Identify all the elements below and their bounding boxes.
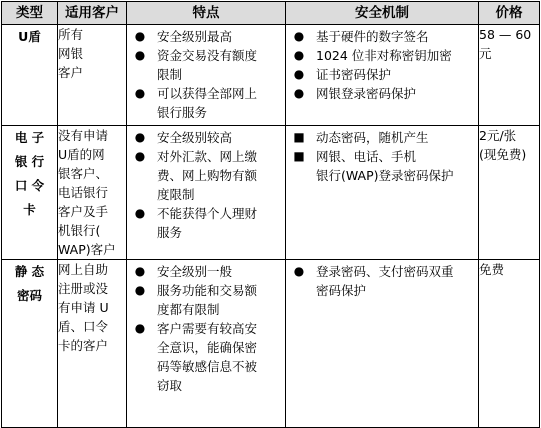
square-bullet-icon: ■ bbox=[293, 130, 305, 144]
item-text-line: 不能获得个人理财 bbox=[157, 206, 258, 221]
bullet-list bbox=[286, 25, 478, 103]
list-item bbox=[131, 262, 282, 281]
bullet-icon: ● bbox=[134, 264, 146, 278]
customer-cell bbox=[58, 25, 127, 126]
item-text-line: 度都有限制 bbox=[157, 302, 220, 317]
cell-line: 元 bbox=[479, 46, 492, 61]
bullet-icon: ● bbox=[134, 29, 146, 43]
list-item bbox=[131, 147, 282, 204]
bullet-list bbox=[127, 25, 285, 122]
item-text-line: 对外汇款、网上缴 bbox=[157, 149, 258, 164]
list-item bbox=[290, 84, 475, 103]
item-text-line: 证书密码保护 bbox=[316, 67, 392, 82]
type-cell bbox=[2, 25, 58, 126]
list-item bbox=[131, 319, 282, 395]
item-text-line: 银行服务 bbox=[157, 105, 208, 120]
item-text-line: 1024 位非对称密钥加密 bbox=[316, 48, 452, 63]
bullet-list bbox=[127, 126, 285, 242]
item-text-line: 服务 bbox=[157, 225, 183, 240]
item-text-line: 费、网上购物有额 bbox=[157, 168, 258, 183]
header-customer: 适用客户 bbox=[58, 2, 127, 25]
cell-line: 电话银行 bbox=[58, 185, 109, 200]
security-cell bbox=[286, 260, 479, 428]
item-text-line: 窃取 bbox=[157, 378, 183, 393]
table-body bbox=[2, 25, 540, 428]
cell-line: 银客户、 bbox=[58, 166, 109, 181]
cell-line: 免费 bbox=[479, 262, 505, 277]
list-item bbox=[131, 27, 282, 46]
item-text-line: 限制 bbox=[157, 67, 183, 82]
customer-cell bbox=[58, 126, 127, 260]
features-cell bbox=[127, 260, 286, 428]
table-row bbox=[2, 260, 540, 428]
list-item bbox=[131, 204, 282, 242]
item-text-line: 登录密码、支付密码双重 bbox=[316, 264, 454, 279]
item-text-line: 银行(WAP)登录密码保护 bbox=[316, 168, 454, 183]
item-text-line: 动态密码，随机产生 bbox=[316, 130, 429, 145]
bullet-icon: ● bbox=[293, 48, 305, 62]
cell-line: 电 子 bbox=[14, 130, 45, 145]
cell-line: WAP)客户 bbox=[58, 242, 116, 257]
header-type: 类型 bbox=[2, 2, 58, 25]
list-item bbox=[290, 46, 475, 65]
bullet-icon: ● bbox=[293, 29, 305, 43]
item-text-line: 资金交易没有额度 bbox=[157, 48, 258, 63]
cell-line: 没有申请 bbox=[58, 128, 109, 143]
table-row bbox=[2, 25, 540, 126]
cell-line: 银 行 bbox=[14, 154, 45, 169]
cell-line: 58 — 60 bbox=[479, 27, 532, 42]
item-text-line: 密码保护 bbox=[316, 283, 367, 298]
header-price: 价格 bbox=[479, 2, 540, 25]
cell-line: 机银行( bbox=[58, 223, 101, 238]
cell-line: 卡 bbox=[23, 202, 36, 217]
bullet-icon: ● bbox=[134, 206, 146, 220]
security-cell bbox=[286, 126, 479, 260]
list-item bbox=[290, 262, 475, 300]
item-text-line: 码等敏感信息不被 bbox=[157, 359, 258, 374]
type-cell bbox=[2, 126, 58, 260]
item-text-line: 全意识，能确保密 bbox=[157, 340, 258, 355]
item-text-line: 度限制 bbox=[157, 187, 195, 202]
features-cell bbox=[127, 126, 286, 260]
cell-line: 2元/张 bbox=[479, 128, 517, 143]
item-text-line: 可以获得全部网上 bbox=[157, 86, 258, 101]
item-text-line: 网银、电话、手机 bbox=[316, 149, 417, 164]
price-cell bbox=[479, 260, 540, 428]
cell-line: 网银 bbox=[58, 46, 84, 61]
type-cell bbox=[2, 260, 58, 428]
item-text-line: 网银登录密码保护 bbox=[316, 86, 417, 101]
bullet-icon: ● bbox=[293, 264, 305, 278]
cell-line: 所有 bbox=[58, 27, 84, 42]
header-security: 安全机制 bbox=[286, 2, 479, 25]
bullet-list bbox=[286, 260, 478, 300]
cell-line: 静 态 bbox=[14, 264, 45, 279]
item-text-line: 安全级别一般 bbox=[157, 264, 233, 279]
cell-line: U盾 bbox=[18, 29, 41, 44]
header-features: 特点 bbox=[127, 2, 286, 25]
cell-line: 客户及手 bbox=[58, 204, 109, 219]
list-item bbox=[131, 281, 282, 319]
cell-line: U盾的网 bbox=[58, 147, 105, 162]
cell-line: 有申请 U bbox=[58, 300, 109, 315]
list-item bbox=[131, 46, 282, 84]
item-text-line: 基于硬件的数字签名 bbox=[316, 29, 429, 44]
item-text-line: 服务功能和交易额 bbox=[157, 283, 258, 298]
item-text-line: 安全级别较高 bbox=[157, 130, 233, 145]
bullet-icon: ● bbox=[293, 67, 305, 81]
table-header bbox=[2, 2, 540, 25]
list-item bbox=[290, 147, 475, 185]
bullet-icon: ● bbox=[134, 130, 146, 144]
cell-line: 密码 bbox=[16, 288, 42, 303]
item-text-line: 安全级别最高 bbox=[157, 29, 233, 44]
bullet-icon: ● bbox=[134, 149, 146, 163]
cell-line: 口 令 bbox=[14, 178, 45, 193]
cell-line: 客户 bbox=[58, 65, 84, 80]
cell-line: 网上自助 bbox=[58, 262, 109, 277]
bullet-icon: ● bbox=[134, 86, 146, 100]
cell-line: (现免费) bbox=[479, 147, 527, 162]
list-item bbox=[131, 84, 282, 122]
features-cell bbox=[127, 25, 286, 126]
cell-line: 盾、口令 bbox=[58, 319, 109, 334]
list-item bbox=[290, 128, 475, 147]
security-cell bbox=[286, 25, 479, 126]
square-bullet-icon: ■ bbox=[293, 149, 305, 163]
cell-line: 卡的客户 bbox=[58, 338, 109, 353]
list-item bbox=[131, 128, 282, 147]
bullet-icon: ● bbox=[134, 321, 146, 335]
bullet-list bbox=[286, 126, 478, 185]
list-item bbox=[290, 27, 475, 46]
customer-cell bbox=[58, 260, 127, 428]
item-text-line: 客户需要有较高安 bbox=[157, 321, 258, 336]
price-cell bbox=[479, 126, 540, 260]
price-cell bbox=[479, 25, 540, 126]
security-comparison-table bbox=[1, 1, 540, 428]
list-item bbox=[290, 65, 475, 84]
table-row bbox=[2, 126, 540, 260]
bullet-icon: ● bbox=[134, 48, 146, 62]
cell-line: 注册或没 bbox=[58, 281, 109, 296]
bullet-icon: ● bbox=[293, 86, 305, 100]
bullet-icon: ● bbox=[134, 283, 146, 297]
bullet-list bbox=[127, 260, 285, 395]
